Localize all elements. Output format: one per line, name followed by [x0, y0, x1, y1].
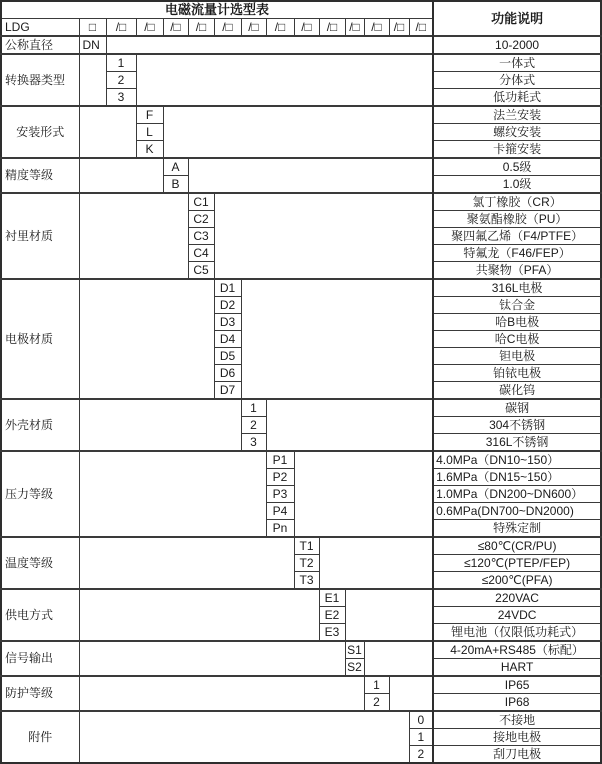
desc-cell: 特殊定制	[433, 520, 601, 538]
code-cell: D6	[214, 365, 241, 382]
code-cell: A	[163, 158, 188, 176]
code-cell: E2	[319, 607, 345, 624]
code-cell: P2	[266, 469, 294, 486]
code-cell: 1	[241, 399, 266, 417]
group-label: 转换器类型	[1, 54, 79, 106]
code-cell: T3	[294, 572, 319, 590]
code-cell: C3	[188, 228, 214, 245]
group-label: 公称直径	[1, 36, 79, 54]
desc-cell: 304不锈钢	[433, 417, 601, 434]
group-label: 外壳材质	[1, 399, 79, 451]
code-cell: D2	[214, 297, 241, 314]
blank-cell	[345, 589, 433, 641]
desc-cell: 聚氨酯橡胶（PU）	[433, 211, 601, 228]
blank-cell	[188, 158, 433, 193]
desc-cell: 0.6MPa(DN700~DN2000)	[433, 503, 601, 520]
desc-cell: 1.0MPa（DN200~DN600）	[433, 486, 601, 503]
table-title: 电磁流量计选型表	[1, 1, 433, 19]
group-label: 电极材质	[1, 279, 79, 399]
code-cell: C2	[188, 211, 214, 228]
function-column-header: 功能说明	[433, 1, 601, 36]
desc-cell: 共聚物（PFA）	[433, 262, 601, 280]
blank-cell	[79, 158, 163, 193]
code-cell: D4	[214, 331, 241, 348]
desc-cell: 一体式	[433, 54, 601, 72]
code-cell: S2	[345, 659, 364, 677]
group-label: 压力等级	[1, 451, 79, 537]
desc-cell: 10-2000	[433, 36, 601, 54]
blank-cell	[266, 399, 433, 451]
blank-cell	[79, 676, 364, 711]
code-cell: P4	[266, 503, 294, 520]
desc-cell: 特氟龙（F46/FEP）	[433, 245, 601, 262]
code-cell: D1	[214, 279, 241, 297]
code-cell: T1	[294, 537, 319, 555]
blank-cell	[136, 54, 433, 106]
group-label: 精度等级	[1, 158, 79, 193]
model-code-box: /□	[188, 19, 214, 37]
code-cell: P1	[266, 451, 294, 469]
desc-cell: 法兰安装	[433, 106, 601, 124]
code-cell: 3	[106, 89, 136, 107]
code-cell: 1	[364, 676, 389, 694]
desc-cell: IP68	[433, 694, 601, 712]
model-code-box: /□	[294, 19, 319, 37]
blank-cell	[214, 193, 433, 279]
desc-cell: 1.6MPa（DN15~150）	[433, 469, 601, 486]
code-cell: E1	[319, 589, 345, 607]
blank-cell	[364, 641, 433, 676]
desc-cell: 不接地	[433, 711, 601, 729]
group-label: 信号输出	[1, 641, 79, 676]
code-cell: S1	[345, 641, 364, 659]
blank-cell	[79, 279, 214, 399]
blank-cell	[79, 106, 136, 158]
code-cell: 1	[106, 54, 136, 72]
desc-cell: 钽电极	[433, 348, 601, 365]
model-code-box: /□	[106, 19, 136, 37]
blank-cell	[79, 537, 294, 589]
desc-cell: 碳化钨	[433, 382, 601, 400]
model-code-box: /□	[241, 19, 266, 37]
code-cell: B	[163, 176, 188, 194]
group-label: 附件	[1, 711, 79, 763]
desc-cell: 0.5级	[433, 158, 601, 176]
blank-cell	[79, 54, 106, 106]
blank-cell	[79, 711, 409, 763]
code-cell: 2	[364, 694, 389, 712]
group-label: 安装形式	[1, 106, 79, 158]
desc-cell: ≤80℃(CR/PU)	[433, 537, 601, 555]
desc-cell: 刮刀电极	[433, 746, 601, 764]
desc-cell: 锂电池（仅限低功耗式）	[433, 624, 601, 642]
code-cell: 3	[241, 434, 266, 452]
desc-cell: 碳钢	[433, 399, 601, 417]
desc-cell: 分体式	[433, 72, 601, 89]
model-code-box: /□	[163, 19, 188, 37]
model-prefix: LDG	[1, 19, 79, 37]
code-cell: D5	[214, 348, 241, 365]
model-code-box: /□	[214, 19, 241, 37]
desc-cell: 4.0MPa（DN10~150）	[433, 451, 601, 469]
desc-cell: 接地电极	[433, 729, 601, 746]
code-cell: Pn	[266, 520, 294, 538]
blank-cell	[79, 399, 241, 451]
model-code-box: /□	[409, 19, 433, 37]
desc-cell: 1.0级	[433, 176, 601, 194]
desc-cell: ≤200℃(PFA)	[433, 572, 601, 590]
desc-cell: 铂铱电极	[433, 365, 601, 382]
model-code-box: /□	[266, 19, 294, 37]
code-cell: F	[136, 106, 163, 124]
model-code-box: /□	[389, 19, 409, 37]
code-cell: P3	[266, 486, 294, 503]
code-cell: C1	[188, 193, 214, 211]
desc-cell: 低功耗式	[433, 89, 601, 107]
desc-cell: 316L电极	[433, 279, 601, 297]
code-cell: 2	[409, 746, 433, 764]
blank-cell	[163, 106, 433, 158]
blank-cell	[319, 537, 433, 589]
code-cell: D7	[214, 382, 241, 400]
desc-cell: 钛合金	[433, 297, 601, 314]
blank-cell	[241, 279, 433, 399]
code-cell: E3	[319, 624, 345, 642]
blank-cell	[79, 589, 319, 641]
code-cell: C5	[188, 262, 214, 280]
model-code-box-first: □	[79, 19, 106, 37]
desc-cell: 24VDC	[433, 607, 601, 624]
group-label: 温度等级	[1, 537, 79, 589]
code-cell: 2	[241, 417, 266, 434]
desc-cell: 4-20mA+RS485（标配）	[433, 641, 601, 659]
blank-cell	[389, 676, 433, 711]
desc-cell: 哈C电极	[433, 331, 601, 348]
desc-cell: 220VAC	[433, 589, 601, 607]
blank-cell	[79, 193, 188, 279]
desc-cell: HART	[433, 659, 601, 677]
code-cell: C4	[188, 245, 214, 262]
desc-cell: 聚四氟乙烯（F4/PTFE）	[433, 228, 601, 245]
code-cell: L	[136, 124, 163, 141]
blank-cell	[79, 641, 345, 676]
desc-cell: 氯丁橡胶（CR）	[433, 193, 601, 211]
group-label: 防护等级	[1, 676, 79, 711]
model-code-box: /□	[319, 19, 345, 37]
code-cell: 2	[106, 72, 136, 89]
model-code-box: /□	[136, 19, 163, 37]
code-cell: K	[136, 141, 163, 159]
code-cell: 0	[409, 711, 433, 729]
model-code-box: /□	[345, 19, 364, 37]
desc-cell: IP65	[433, 676, 601, 694]
blank-cell	[294, 451, 433, 537]
model-code-box: /□	[364, 19, 389, 37]
group-label: 衬里材质	[1, 193, 79, 279]
code-cell: 1	[409, 729, 433, 746]
desc-cell: 316L不锈钢	[433, 434, 601, 452]
desc-cell: 哈B电极	[433, 314, 601, 331]
code-cell: DN	[79, 36, 106, 54]
code-cell: D3	[214, 314, 241, 331]
group-label: 供电方式	[1, 589, 79, 641]
desc-cell: 螺纹安装	[433, 124, 601, 141]
code-cell: T2	[294, 555, 319, 572]
desc-cell: 卡箍安装	[433, 141, 601, 159]
blank-cell	[79, 451, 266, 537]
blank-cell	[106, 36, 433, 54]
desc-cell: ≤120℃(PTEP/FEP)	[433, 555, 601, 572]
